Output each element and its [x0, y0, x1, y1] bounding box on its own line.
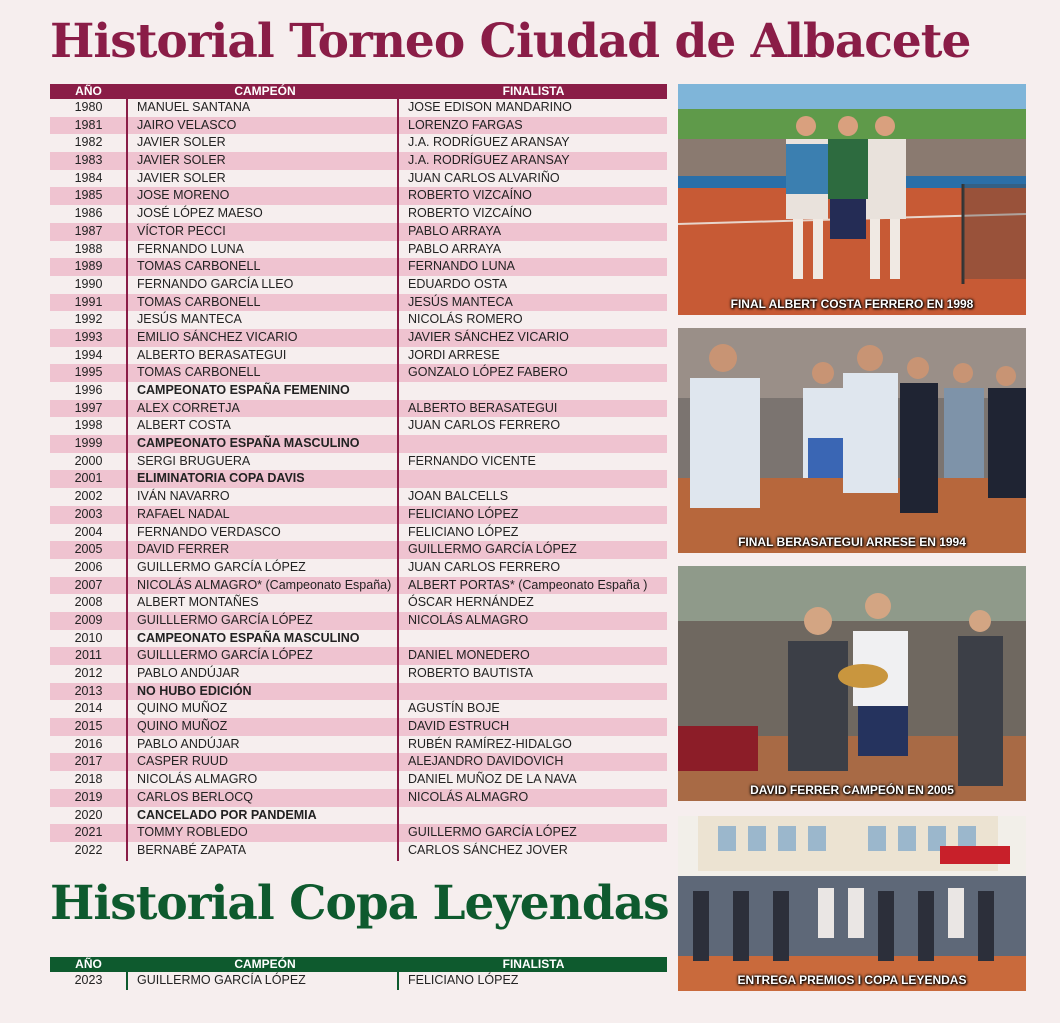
header-finalist: FINALISTA — [502, 84, 565, 98]
table-row — [50, 718, 667, 736]
cell-champion: ALBERTO BERASATEGUI — [137, 347, 287, 362]
cell-finalist: ALEJANDRO DAVIDOVICH — [408, 754, 564, 769]
cell-champion: JAVIER SOLER — [137, 153, 226, 168]
cell-year: 2014 — [74, 701, 103, 716]
cell-year: 2009 — [74, 612, 103, 627]
table-row — [50, 807, 667, 825]
table-row — [50, 152, 667, 170]
table-row — [50, 700, 667, 718]
cell-champion: CASPER RUUD — [137, 754, 228, 769]
table-row — [50, 972, 667, 990]
table-row — [50, 541, 667, 559]
cell-finalist: PABLO ARRAYA — [408, 241, 502, 256]
cell-year: 2020 — [74, 807, 103, 822]
cell-finalist: GUILLERMO GARCÍA LÓPEZ — [408, 542, 577, 557]
table-row — [50, 753, 667, 771]
table-row — [50, 842, 667, 860]
cell-year: 2011 — [75, 648, 102, 663]
cell-champion: IVÁN NAVARRO — [137, 489, 230, 504]
cell-year: 2015 — [74, 719, 103, 734]
cell-champion: NO HUBO EDICIÓN — [137, 683, 252, 698]
table-row — [50, 400, 667, 418]
column-divider — [126, 972, 128, 990]
table-row — [50, 347, 667, 365]
main-title: Historial Torneo Ciudad de Albacete — [50, 14, 971, 69]
legends-table-body — [50, 972, 667, 990]
header-finalist: FINALISTA — [502, 957, 565, 971]
cell-champion: VÍCTOR PECCI — [137, 223, 226, 238]
cell-finalist: ALBERTO BERASATEGUI — [408, 400, 558, 415]
photo-copa-leyendas — [678, 816, 1026, 991]
cell-champion: JAVIER SOLER — [137, 170, 226, 185]
cell-champion: QUINO MUÑOZ — [137, 701, 228, 716]
cell-finalist: NICOLÁS ALMAGRO — [408, 612, 529, 627]
cell-champion: ALBERT COSTA — [137, 418, 231, 433]
table-row — [50, 630, 667, 648]
cell-finalist: FELICIANO LÓPEZ — [408, 524, 519, 539]
cell-year: 1996 — [74, 383, 103, 397]
cell-finalist: ALBERT PORTAS* (Campeonato España ) — [408, 577, 648, 592]
cell-finalist: JUAN CARLOS ALVARIÑO — [408, 170, 560, 185]
table-row — [50, 594, 667, 612]
cell-year: 1984 — [74, 170, 103, 185]
cell-finalist: CARLOS SÁNCHEZ JOVER — [408, 842, 568, 857]
cell-year: 2008 — [74, 595, 103, 610]
table-row — [50, 205, 667, 223]
table-row — [50, 559, 667, 577]
cell-finalist: GONZALO LÓPEZ FABERO — [408, 365, 568, 380]
cell-year: 2022 — [74, 842, 103, 857]
cell-champion: CAMPEONATO ESPAÑA MASCULINO — [137, 436, 360, 451]
cell-year: 2012 — [74, 666, 103, 680]
cell-champion: CAMPEONATO ESPAÑA FEMENINO — [137, 383, 350, 397]
header-champion: CAMPEÓN — [234, 957, 296, 971]
cell-champion: SERGI BRUGUERA — [137, 453, 251, 468]
cell-champion: NICOLÁS ALMAGRO* (Campeonato España) — [137, 577, 392, 592]
header-year: AÑO — [75, 84, 102, 98]
cell-finalist: J.A. RODRÍGUEZ ARANSAY — [408, 135, 570, 150]
photo-ferrer-2005 — [678, 566, 1026, 801]
cell-champion: CANCELADO POR PANDEMIA — [137, 807, 317, 822]
cell-year: 2001 — [74, 471, 103, 486]
cell-finalist: DANIEL MONEDERO — [408, 648, 530, 663]
cell-champion: ALBERT MONTAÑES — [137, 595, 259, 610]
cell-year: 2004 — [74, 524, 103, 539]
cell-finalist: RUBÉN RAMÍREZ-HIDALGO — [408, 736, 572, 751]
cell-champion: JESÚS MANTECA — [137, 312, 242, 327]
cell-finalist: ROBERTO VIZCAÍNO — [408, 188, 532, 203]
cell-year: 2006 — [74, 559, 103, 574]
cell-champion: FERNANDO GARCÍA LLEO — [137, 276, 294, 291]
cell-year: 1999 — [74, 436, 103, 451]
cell-finalist: JAVIER SÁNCHEZ VICARIO — [408, 329, 569, 344]
table-row — [50, 453, 667, 471]
photo-caption: FINAL BERASATEGUI ARRESE EN 1994 — [738, 535, 966, 549]
cell-finalist: FERNANDO VICENTE — [408, 453, 536, 468]
cell-year: 1991 — [74, 294, 103, 309]
cell-year: 2003 — [74, 506, 103, 521]
cell-finalist: AGUSTÍN BOJE — [408, 701, 500, 716]
table-row — [50, 187, 667, 205]
cell-finalist: J.A. RODRÍGUEZ ARANSAY — [408, 153, 570, 168]
table-row — [50, 294, 667, 312]
table-row — [50, 276, 667, 294]
table-row — [50, 364, 667, 382]
legends-table — [50, 957, 667, 990]
cell-year: 1990 — [74, 276, 103, 291]
table-row — [50, 824, 667, 842]
table-row — [50, 577, 667, 595]
cell-year: 1995 — [74, 365, 103, 380]
cell-champion: PABLO ANDÚJAR — [137, 736, 240, 751]
column-divider — [397, 99, 399, 861]
table-row — [50, 117, 667, 135]
table-row — [50, 99, 667, 117]
cell-champion: CARLOS BERLOCQ — [137, 789, 254, 804]
table-row — [50, 488, 667, 506]
cell-year: 2005 — [74, 542, 103, 557]
cell-year: 1986 — [74, 206, 103, 221]
photo-final-1998 — [678, 84, 1026, 315]
cell-year: 2000 — [74, 453, 103, 468]
cell-champion: NICOLÁS ALMAGRO — [137, 772, 258, 787]
cell-finalist: PABLO ARRAYA — [408, 223, 502, 238]
cell-champion: GUILLERMO GARCÍA LÓPEZ — [137, 559, 306, 574]
table-row — [50, 435, 667, 453]
table-row — [50, 789, 667, 807]
cell-year: 1982 — [74, 135, 103, 150]
cell-year: 2017 — [74, 754, 103, 769]
cell-year: 1983 — [74, 153, 103, 168]
cell-champion: JAIRO VELASCO — [137, 117, 237, 132]
table-row — [50, 417, 667, 435]
cell-year: 1993 — [74, 329, 103, 344]
cell-finalist: JUAN CARLOS FERRERO — [408, 559, 561, 574]
table-row — [50, 736, 667, 754]
cell-finalist: FERNANDO LUNA — [408, 259, 515, 274]
table-row — [50, 612, 667, 630]
cell-finalist: JORDI ARRESE — [408, 347, 500, 362]
cell-year: 2016 — [74, 736, 103, 751]
cell-champion: JOSÉ LÓPEZ MAESO — [137, 206, 263, 221]
cell-champion: PABLO ANDÚJAR — [137, 666, 240, 680]
cell-finalist: NICOLÁS ROMERO — [408, 312, 523, 327]
cell-champion: GUILLLERMO GARCÍA LÓPEZ — [137, 648, 313, 663]
cell-finalist: FELICIANO LÓPEZ — [408, 973, 519, 987]
table-row — [50, 311, 667, 329]
cell-champion: ELIMINATORIA COPA DAVIS — [137, 471, 305, 486]
cell-finalist: JESÚS MANTECA — [408, 294, 513, 309]
cell-champion: RAFAEL NADAL — [137, 506, 230, 521]
header-champion: CAMPEÓN — [234, 84, 296, 98]
photo-final-1994 — [678, 328, 1026, 553]
table-row — [50, 506, 667, 524]
cell-champion: TOMAS CARBONELL — [137, 294, 261, 309]
cell-year: 1992 — [74, 312, 103, 327]
cell-champion: EMILIO SÁNCHEZ VICARIO — [137, 329, 298, 344]
table-header — [50, 84, 667, 99]
cell-champion: GUILLERMO GARCÍA LÓPEZ — [137, 973, 306, 987]
cell-year: 2019 — [74, 789, 103, 804]
cell-year: 1981 — [74, 117, 103, 132]
table-body — [50, 99, 667, 860]
cell-champion: ALEX CORRETJA — [137, 400, 240, 415]
table-row — [50, 223, 667, 241]
cell-finalist: DANIEL MUÑOZ DE LA NAVA — [408, 772, 577, 787]
cell-year: 1989 — [74, 259, 103, 274]
cell-year: 2010 — [74, 630, 103, 645]
cell-finalist: ROBERTO BAUTISTA — [408, 666, 534, 680]
cell-finalist: JUAN CARLOS FERRERO — [408, 418, 561, 433]
header-year: AÑO — [75, 957, 102, 971]
table-row — [50, 382, 667, 400]
cell-champion: TOMAS CARBONELL — [137, 365, 261, 380]
cell-finalist: JOSE EDISON MANDARINO — [408, 100, 572, 114]
cell-year: 2013 — [74, 683, 103, 698]
photo-caption: ENTREGA PREMIOS I COPA LEYENDAS — [737, 973, 967, 987]
cell-finalist: DAVID ESTRUCH — [408, 719, 510, 734]
table-row — [50, 665, 667, 683]
cell-finalist: ROBERTO VIZCAÍNO — [408, 206, 532, 221]
cell-champion: QUINO MUÑOZ — [137, 719, 228, 734]
cell-year: 1980 — [74, 100, 103, 114]
cell-year: 1994 — [74, 347, 103, 362]
table-row — [50, 329, 667, 347]
table-row — [50, 470, 667, 488]
cell-finalist: EDUARDO OSTA — [408, 276, 508, 291]
cell-champion: BERNABÉ ZAPATA — [137, 842, 247, 857]
cell-finalist: LORENZO FARGAS — [408, 117, 523, 132]
cell-champion: JAVIER SOLER — [137, 135, 226, 150]
cell-finalist: FELICIANO LÓPEZ — [408, 506, 519, 521]
cell-champion: JOSE MORENO — [137, 188, 230, 203]
cell-champion: TOMMY ROBLEDO — [137, 825, 248, 840]
cell-champion: GUILLLERMO GARCÍA LÓPEZ — [137, 612, 313, 627]
history-table — [50, 84, 667, 860]
cell-champion: FERNANDO VERDASCO — [137, 524, 281, 539]
table-row — [50, 241, 667, 259]
table-row — [50, 258, 667, 276]
column-divider — [397, 972, 399, 990]
column-divider — [126, 99, 128, 861]
table-row — [50, 683, 667, 701]
cell-year: 1985 — [74, 188, 103, 203]
cell-year: 1988 — [74, 241, 103, 256]
table-row — [50, 647, 667, 665]
cell-champion: TOMAS CARBONELL — [137, 259, 261, 274]
cell-finalist: JOAN BALCELLS — [408, 489, 509, 504]
cell-year: 1997 — [74, 400, 103, 415]
cell-year: 2002 — [74, 489, 103, 504]
cell-year: 2021 — [74, 825, 103, 840]
cell-champion: DAVID FERRER — [137, 542, 230, 557]
cell-year: 2023 — [74, 973, 103, 987]
table-row — [50, 170, 667, 188]
cell-year: 1987 — [74, 223, 103, 238]
photo-caption: DAVID FERRER CAMPEÓN EN 2005 — [750, 783, 954, 797]
cell-finalist: ÓSCAR HERNÁNDEZ — [408, 595, 534, 610]
cell-champion: CAMPEONATO ESPAÑA MASCULINO — [137, 630, 360, 645]
cell-finalist: GUILLERMO GARCÍA LÓPEZ — [408, 825, 577, 840]
cell-champion: MANUEL SANTANA — [137, 100, 251, 114]
photo-caption: FINAL ALBERT COSTA FERRERO EN 1998 — [730, 297, 974, 311]
cell-year: 2007 — [74, 577, 103, 592]
table-row — [50, 771, 667, 789]
cell-champion: FERNANDO LUNA — [137, 241, 244, 256]
cell-year: 2018 — [74, 772, 103, 787]
cell-finalist: NICOLÁS ALMAGRO — [408, 789, 529, 804]
cell-year: 1998 — [74, 418, 103, 433]
table-row — [50, 134, 667, 152]
legends-title: Historial Copa Leyendas — [50, 876, 669, 931]
legends-table-header — [50, 957, 667, 972]
table-row — [50, 524, 667, 542]
